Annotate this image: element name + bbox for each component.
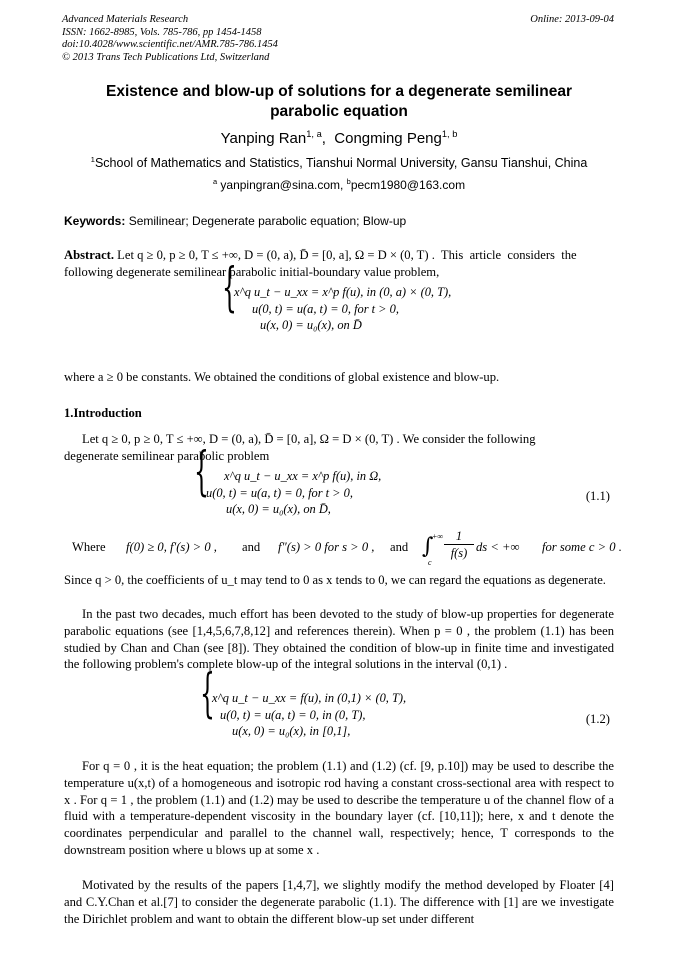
integral-lower-limit: c (428, 558, 432, 567)
abstract-eq-line-3: u(x, 0) = u₀(x), on D̄ (260, 318, 362, 332)
intro-p1-line-1: Let q ≥ 0, p ≥ 0, T ≤ +∞, D = (0, a), D̄ = [0, a], Ω = D × (0, T) . We consider the following (82, 432, 536, 446)
keywords (64, 214, 406, 228)
email-b-marker: b (346, 177, 351, 186)
affiliation-text: School of Mathematics and Statistics, Tianshui Normal University, Gansu Tianshui, China (94, 156, 588, 170)
fraction-numerator: 1 (444, 528, 474, 545)
intro-paragraph-1 (64, 431, 614, 465)
affiliation-marker: 1 (90, 154, 95, 164)
eq12-line-1: x^q u_t − u_xx = f(u), in (0,1) × (0, T), (212, 691, 407, 705)
copyright-line: © 2013 Trans Tech Publications Ltd, Switzerland (62, 51, 270, 63)
paper-title (60, 82, 618, 122)
author-2: Congming Peng (334, 130, 442, 147)
abstract-eq-line-1: x^q u_t − u_xx = x^p f(u), in (0, a) × (0, T), (234, 285, 452, 299)
abstract-text-1: Let q ≥ 0, p ≥ 0, T ≤ +∞, D = (0, a), D̄ = [0, a], Ω = D × (0, T) . This article considers the (114, 248, 577, 262)
author-2-affil: 1, b (441, 129, 458, 139)
author-1-affil: 1, a (306, 129, 322, 139)
where-condition-1: f(0) ≥ 0, f′(s) > 0 , (126, 540, 217, 554)
where-and-2: and (390, 540, 409, 554)
eq11-line-1: x^q u_t − u_xx = x^p f(u), in Ω, (224, 469, 382, 483)
email-line (40, 178, 638, 192)
title-line-2: parabolic equation (270, 103, 408, 120)
doi-line[interactable]: doi:10.4028/www.scientific.net/AMR.785-786.1454 (62, 39, 278, 50)
online-date: Online: 2013-09-04 (530, 14, 614, 25)
where-and-1: and (242, 540, 261, 554)
affiliation (40, 156, 638, 170)
author-1: Yanping Ran (220, 130, 307, 147)
equation-1-1 (194, 442, 382, 518)
left-brace: { (222, 258, 237, 318)
fraction-denominator: f(s) (450, 546, 468, 560)
email-a-marker: a (212, 177, 218, 186)
email-a[interactable]: yanpingran@sina.com, (217, 178, 347, 192)
issn-line: ISSN: 1662-8985, Vols. 785-786, pp 1454-1458 (62, 26, 262, 38)
where-condition-2: f″(s) > 0 for s > 0 , (278, 540, 375, 554)
eq12-line-2: u(0, t) = u(a, t) = 0, in (0, T), (220, 707, 366, 722)
where-tail: for some c > 0 . (542, 540, 622, 554)
equation-1-2 (200, 664, 407, 740)
where-label: Where (72, 540, 106, 554)
abstract-closing: where a ≥ 0 be constants. We obtained the conditions of global existence and blow-up. (64, 370, 500, 384)
integral-sign: ∫ (422, 534, 434, 559)
author-separator: , (321, 130, 335, 147)
integral-tail: ds < +∞ (476, 540, 520, 554)
abstract-line-1 (64, 247, 614, 264)
author-line (60, 130, 618, 147)
integrand-fraction (444, 528, 474, 561)
eq11-line-2: u(0, t) = u(a, t) = 0, for t > 0, (206, 485, 353, 500)
journal-header (62, 14, 278, 64)
abstract-label: Abstract. (64, 248, 115, 262)
intro-paragraph-3: In the past two decades, much effort has been devoted to the study of blow-up properties for degenerate parabolic equations (see [1,4,5,6,7,8,12] and references therein). When p = 0 , the problem (1.1) has been studied by Chan and Chan (see [8]). They obtained the condition of blow-up in finite time and investigated the following problem's complete blow-up of the integral solutions in the interval (0,1) . (64, 607, 614, 672)
intro-paragraph-4: For q = 0 , it is the heat equation; the problem (1.1) and (1.2) (cf. [9, p.10]) may be used to describe the temperature u(x,t) of a homogeneous and isotropic rod having a constant cross-sectional area with respect to x . For q = 1 , the problem (1.1) and (1.2) may be used to describe the temperature u of the channel flow of a fluid with a temperature-dependent viscosity in the boundary layer (cf. [10,11]); here, x and t denote the coordinates perpendicular and parallel to the channel wall, respectively; hence, T corresponds to the downstream position where u blows up at some x . (64, 759, 614, 857)
title-line-1: Existence and blow-up of solutions for a degenerate semilinear (106, 83, 572, 100)
left-brace: { (194, 442, 209, 502)
abstract-eq-line-2: u(0, t) = u(a, t) = 0, for t > 0, (252, 301, 399, 316)
intro-p1-line-2: degenerate semilinear parabolic problem (64, 448, 270, 463)
email-b[interactable]: pecm1980@163.com (350, 178, 466, 192)
intro-paragraph-5: Motivated by the results of the papers [1,4,7], we slightly modify the method developed by Floater [4] and C.Y.Chan et al.[7] to consider the degenerate parabolic (1.1). The difference with [1] are we investigate the Dirichlet problem and want to obtain the different blow-up set under different (64, 878, 614, 926)
abstract (64, 247, 614, 281)
keywords-label: Keywords: (64, 214, 126, 228)
section-heading-introduction: 1.Introduction (64, 406, 142, 420)
left-brace: { (200, 664, 215, 724)
eq12-line-3: u(x, 0) = u₀(x), in [0,1], (232, 724, 351, 738)
journal-name: Advanced Materials Research (62, 14, 189, 25)
equation-number-1-1: (1.1) (585, 489, 610, 503)
integral-upper-limit: +∞ (432, 532, 444, 541)
abstract-text-2: following degenerate semilinear parabolic initial-boundary value problem, (64, 264, 440, 279)
keywords-text: Semilinear; Degenerate parabolic equation; Blow-up (125, 214, 407, 228)
equation-number-1-2: (1.2) (585, 712, 610, 726)
intro-paragraph-2: Since q > 0, the coefficients of u_t may tend to 0 as x tends to 0, we can regard the equations as degenerate. (64, 573, 606, 587)
eq11-line-3: u(x, 0) = u₀(x), on D̄, (226, 502, 331, 516)
